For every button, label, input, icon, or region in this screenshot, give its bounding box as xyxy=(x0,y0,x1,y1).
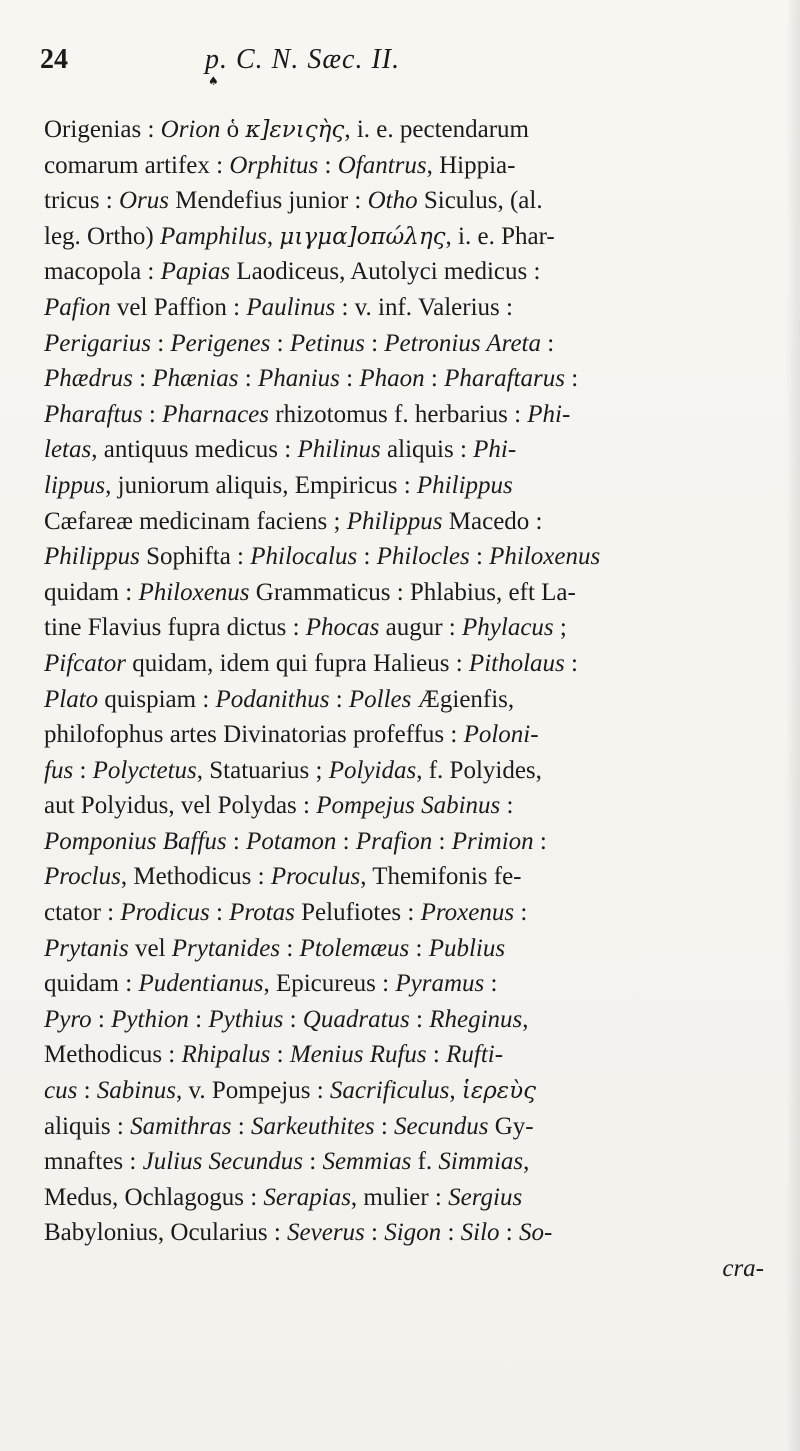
text-line xyxy=(44,504,764,540)
text-run: quidam, idem qui fupra Halieus : xyxy=(125,649,469,677)
text-run: : xyxy=(283,1005,303,1033)
text-run: : xyxy=(424,365,445,393)
text-run: : xyxy=(441,1219,461,1247)
name-entry: Pafion xyxy=(44,293,111,321)
running-head: p. C. N. Sæc. II. xyxy=(205,44,401,75)
text-run: : xyxy=(270,329,290,357)
text-run: Macedo : xyxy=(442,507,543,535)
name-entry: Primion xyxy=(451,827,534,855)
name-entry: Pharnaces xyxy=(162,400,269,428)
text-run: : xyxy=(564,365,579,393)
name-entry: Prafion xyxy=(355,827,433,855)
name-entry: Orus xyxy=(119,187,170,215)
name-entry: Pifcator xyxy=(44,649,126,677)
text-run: Methodicus : xyxy=(44,1041,182,1069)
name-entry: Severus xyxy=(287,1219,365,1247)
text-line xyxy=(44,148,764,184)
name-entry: Polyidas xyxy=(328,756,417,784)
name-entry: fus xyxy=(44,756,74,784)
page-spine-shadow xyxy=(786,0,800,1451)
name-entry: Prytanides xyxy=(171,934,281,962)
text-run: , Statuarius ; xyxy=(196,756,329,784)
name-entry: Paulinus xyxy=(246,293,336,321)
name-entry: letas xyxy=(44,436,92,464)
text-run: Mendefius junior : xyxy=(169,187,368,215)
name-entry: Ptolemæus xyxy=(299,934,410,962)
name-entry: Rhipalus xyxy=(181,1041,271,1069)
text-run: : xyxy=(374,1112,395,1140)
text-run: , xyxy=(449,1077,462,1105)
name-entry: So- xyxy=(519,1219,553,1247)
name-entry: Pompejus Sabinus xyxy=(316,792,501,820)
text-run: : xyxy=(231,1112,251,1140)
text-line xyxy=(44,1215,764,1251)
text-run: : xyxy=(329,685,349,713)
text-run: : xyxy=(564,649,578,677)
text-line xyxy=(44,931,764,967)
name-entry: Poloni- xyxy=(463,721,539,749)
text-run: : xyxy=(540,329,555,357)
text-run: : xyxy=(150,329,171,357)
name-entry: Phi- xyxy=(473,436,517,464)
text-run: Gy- xyxy=(488,1112,534,1140)
name-entry: Pythius xyxy=(208,1005,284,1033)
text-line xyxy=(44,895,764,931)
text-run: comarum artifex : xyxy=(44,151,230,179)
name-entry: Prodicus xyxy=(120,899,210,927)
name-entry: Samithras xyxy=(130,1112,232,1140)
name-entry: Pamphilus xyxy=(159,222,267,250)
text-run: : xyxy=(73,756,93,784)
name-entry: Phaon xyxy=(359,365,425,393)
text-run: Origenias : xyxy=(44,116,161,143)
name-entry: Philocalus xyxy=(250,543,358,571)
name-entry: Menius Rufus xyxy=(289,1041,427,1069)
name-entry: Philippus xyxy=(44,543,140,571)
page-header xyxy=(40,44,440,88)
text-line xyxy=(44,326,764,362)
name-entry: Phænias xyxy=(152,365,239,393)
text-run: , juniorum aliquis, Empiricus : xyxy=(105,471,417,499)
name-entry: Perigenes xyxy=(170,329,271,357)
text-run: mnaftes : xyxy=(44,1148,143,1176)
name-entry: Pyramus xyxy=(395,970,485,998)
name-entry: Phanius xyxy=(257,365,340,393)
name-entry: Quadratus xyxy=(302,1005,410,1033)
text-line xyxy=(44,753,764,789)
name-entry: Pitholaus xyxy=(468,649,565,677)
text-run: : xyxy=(432,827,452,855)
text-run: : xyxy=(357,543,377,571)
text-run: rhizotomus f. herbarius : xyxy=(269,400,528,428)
name-entry: Sacrificulus xyxy=(329,1077,450,1105)
text-run: Pelufiotes : xyxy=(294,899,421,927)
text-line xyxy=(44,290,764,326)
name-entry: Secundus xyxy=(394,1112,489,1140)
text-run: , xyxy=(266,222,280,250)
name-entry: Rufti- xyxy=(446,1041,504,1069)
name-entry: Philocles xyxy=(376,543,470,571)
page-number: 24 xyxy=(40,44,68,75)
text-run: : xyxy=(364,1219,385,1247)
name-entry: Sabinus xyxy=(96,1077,176,1105)
text-run: : xyxy=(226,827,247,855)
text-line xyxy=(44,966,764,1002)
text-line xyxy=(44,859,764,895)
text-run: macopola : xyxy=(44,258,161,286)
text-run: , v. Pompejus : xyxy=(175,1077,330,1105)
text-run: leg. Ortho) xyxy=(44,222,160,250)
text-run: quidam : xyxy=(44,970,139,998)
text-run: augur : xyxy=(379,614,463,642)
name-entry: Sergius xyxy=(448,1183,523,1211)
name-entry: Podanithus xyxy=(215,685,330,713)
name-entry: Papias xyxy=(160,258,231,286)
name-entry: Potamon xyxy=(246,827,337,855)
text-line xyxy=(44,1180,764,1216)
text-run: : xyxy=(142,400,163,428)
text-run: : xyxy=(91,1005,112,1033)
text-run: , xyxy=(522,1005,529,1033)
name-entry: cus xyxy=(44,1077,78,1105)
text-run: : xyxy=(469,543,490,571)
text-run: vel xyxy=(128,934,172,962)
text-run: : xyxy=(500,792,514,820)
text-run: aut Polyidus, vel Polydas : xyxy=(44,792,317,820)
text-line xyxy=(44,682,764,718)
text-run: : xyxy=(209,899,230,927)
name-entry: Silo xyxy=(460,1219,500,1247)
text-run: , Epicureus : xyxy=(263,970,396,998)
name-entry: Publius xyxy=(428,934,506,962)
name-entry: Pomponius Baffus xyxy=(44,827,227,855)
text-line xyxy=(44,717,764,753)
name-entry: Simmias xyxy=(438,1148,524,1176)
text-run: Ægienfis, xyxy=(411,685,515,713)
text-run: , Methodicus : xyxy=(120,863,271,891)
text-line xyxy=(44,432,764,468)
text-line xyxy=(44,361,764,397)
name-entry: Pharaftarus xyxy=(444,365,565,393)
name-entry: Phocas xyxy=(305,614,380,642)
name-entry: Pyro xyxy=(44,1005,92,1033)
name-entry: Philippus xyxy=(416,471,513,499)
name-entry: Pythion xyxy=(111,1005,189,1033)
text-line xyxy=(44,575,764,611)
text-run: : xyxy=(77,1077,97,1105)
name-entry: Perigarius xyxy=(44,329,151,357)
name-entry: Phædrus xyxy=(44,365,133,393)
text-run: : xyxy=(336,827,356,855)
name-entry: Protas xyxy=(229,899,295,927)
text-run: : xyxy=(364,329,385,357)
name-entry: Pudentianus xyxy=(138,970,264,998)
name-entry: Pharaftus xyxy=(44,400,143,428)
name-entry: Sarkeuthites xyxy=(250,1112,375,1140)
name-entry: Proxenus xyxy=(420,899,515,927)
name-entry: Petronius Areta xyxy=(384,329,541,357)
text-run: Grammaticus : Phlabius, eft La- xyxy=(249,578,576,606)
text-run: : xyxy=(339,365,360,393)
name-entry: Philippus xyxy=(346,507,443,535)
name-entry: Philoxenus xyxy=(138,578,250,606)
name-entry: Orion xyxy=(160,116,221,143)
name-entry: Proculus xyxy=(270,863,361,891)
text-run: , Hippia- xyxy=(426,151,516,179)
text-line xyxy=(44,254,764,290)
text-run: : xyxy=(499,1219,519,1247)
text-run: : xyxy=(270,1041,290,1069)
text-run: Laodiceus, Autolyci medicus : xyxy=(230,258,541,286)
text-run: : xyxy=(484,970,498,998)
name-entry: Philinus xyxy=(297,436,381,464)
name-entry: Ofantrus xyxy=(337,151,427,179)
text-line xyxy=(44,539,764,575)
text-run: : xyxy=(533,827,547,855)
greek-term: μιγμα]οπώλης xyxy=(279,223,446,250)
name-entry: Phylacus xyxy=(462,614,554,642)
text-run: : xyxy=(188,1005,209,1033)
text-line xyxy=(44,468,764,504)
name-entry: Sigon xyxy=(384,1219,442,1247)
text-line xyxy=(44,788,764,824)
text-run: , f. Polyides, xyxy=(416,756,542,784)
name-entry: Rheginus xyxy=(429,1005,523,1033)
catchword: cra- xyxy=(722,1255,764,1282)
text-run: : xyxy=(302,1148,323,1176)
text-run: f. xyxy=(411,1148,439,1176)
text-run: : xyxy=(514,899,528,927)
text-run: Sophifta : xyxy=(139,543,251,571)
name-entry: Proclus xyxy=(44,863,121,891)
greek-term: κ]ενιςὴς xyxy=(245,117,345,143)
text-run: ; xyxy=(553,614,567,642)
text-run: : xyxy=(280,934,300,962)
text-line xyxy=(44,1144,764,1180)
text-line xyxy=(44,1109,764,1145)
text-run: tine Flavius fupra dictus : xyxy=(44,614,306,642)
text-run: aliquis : xyxy=(380,436,474,464)
text-run: : xyxy=(426,1041,447,1069)
text-run: , i. e. Phar- xyxy=(445,222,555,250)
text-line xyxy=(44,1002,764,1038)
name-entry: Prytanis xyxy=(44,934,129,962)
text-run: philofophus artes Divinatorias profeffus : xyxy=(44,721,464,749)
text-line xyxy=(44,397,764,433)
text-run: Siculus, (al. xyxy=(417,187,543,215)
name-entry: lippus xyxy=(44,471,106,499)
name-entry: Polyctetus xyxy=(92,756,197,784)
text-run: tricus : xyxy=(44,187,119,215)
text-run: : xyxy=(238,365,258,393)
name-entry: Otho xyxy=(367,187,418,215)
text-line xyxy=(44,610,764,646)
text-run: quidam : xyxy=(44,578,139,606)
name-entry: Serapias xyxy=(263,1183,351,1211)
body-text xyxy=(44,112,764,1287)
text-run: Babylonius, Ocularius : xyxy=(44,1219,288,1247)
text-line xyxy=(44,219,764,255)
text-run: , xyxy=(523,1148,530,1176)
text-run: vel Paffion : xyxy=(110,293,247,321)
text-run: ὁ xyxy=(220,116,246,143)
text-line xyxy=(44,112,764,148)
text-run: , mulier : xyxy=(350,1183,449,1211)
text-line xyxy=(44,824,764,860)
name-entry: Orphitus xyxy=(229,151,319,179)
text-line xyxy=(44,1073,764,1109)
text-run: Medus, Ochlagogus : xyxy=(44,1183,264,1211)
text-run: , i. e. pectendarum xyxy=(344,116,529,143)
text-run: : xyxy=(318,151,338,179)
text-run: ctator : xyxy=(44,899,121,927)
text-run: : v. inf. Valerius : xyxy=(335,293,513,321)
name-entry: Semmias xyxy=(322,1148,412,1176)
name-entry: Plato xyxy=(44,685,99,713)
name-entry: Julius Secundus xyxy=(142,1148,303,1176)
greek-term: ἱερεὺς xyxy=(461,1078,536,1105)
ornament-icon: ♠ xyxy=(208,74,219,88)
name-entry: Philoxenus xyxy=(489,543,601,571)
text-run: aliquis : xyxy=(44,1112,131,1140)
text-run: : xyxy=(409,934,429,962)
name-entry: Phi- xyxy=(527,400,571,428)
text-run: : xyxy=(409,1005,430,1033)
text-run: , Themifonis fe- xyxy=(360,863,522,891)
text-line xyxy=(44,183,764,219)
text-run: Cæfareæ medicinam faciens ; xyxy=(44,507,347,535)
text-run: , antiquus medicus : xyxy=(91,436,298,464)
text-run: quispiam : xyxy=(98,685,216,713)
text-line xyxy=(44,1037,764,1073)
name-entry: Polles xyxy=(348,685,412,713)
text-run: : xyxy=(132,365,153,393)
text-line xyxy=(44,646,764,682)
name-entry: Petinus xyxy=(289,329,365,357)
